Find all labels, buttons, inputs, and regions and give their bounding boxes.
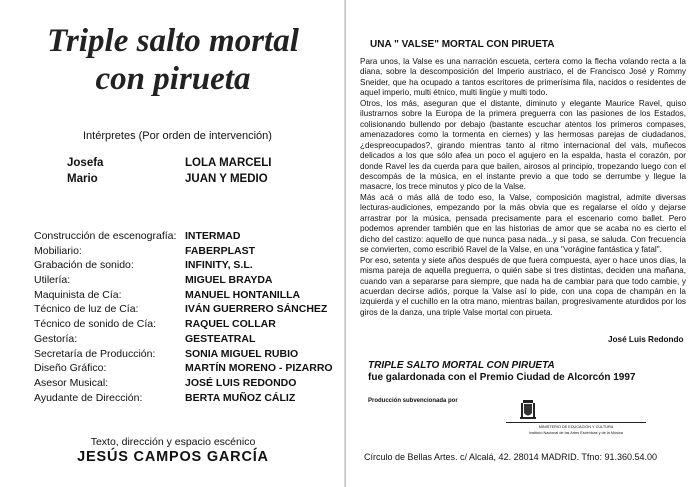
credit-name: MIGUEL BRAYDA [185,274,273,287]
credit-role: Diseño Gráfico: [34,362,107,375]
credit-name: BERTA MUÑOZ CÁLIZ [185,391,296,404]
credit-role: Técnico de luz de Cía: [34,303,139,316]
credit-name: INTERMAD [185,230,241,242]
credit-name: SONIA MIGUEL RUBIO [185,347,299,360]
ministry-name: MINISTERIO DE EDUCACIÓN Y CULTURA [538,425,614,429]
credit-role: Utilería: [34,274,71,287]
coat-of-arms-icon [518,400,538,422]
cast-actor: LOLA MARCELI [185,157,272,169]
award-title: TRIPLE SALTO MORTAL CON PIRUETA [368,360,555,371]
ministry-institute: Instituto Nacional de las Artes Escénicas y de la Música [529,431,623,435]
credit-role: Grabación de sonido: [34,259,134,272]
credit-role: Gestoría: [34,332,78,345]
left-page [0,0,346,487]
address: Círculo de Bellas Artes. c/ Alcalá, 42. 28014 MADRID. Tfno: 91.360.54.00 [364,452,657,462]
interpretes-label: Intérpretes (Por orden de intervención) [83,130,272,142]
credit-role: Secretaría de Producción: [34,347,156,360]
credit-name: MARTÍN MORENO - PIZARRO [185,362,333,375]
cast-actors [185,155,271,187]
award-text: fue galardonada con el Premio Ciudad de Alcorcón 1997 [368,372,636,383]
right-page [346,0,700,487]
play-title-line1: Triple salto mortal [47,23,299,59]
credit-role: Maquinista de Cía: [34,288,122,301]
credit-role: Técnico de sonido de Cía: [34,318,156,331]
article-paragraph: Otros, los más, aseguran que el distante, diminuto y elegante Maurice Ravel, quiso ilustrarnos sobre la Europa de la primera preguerra con las pasiones de los Estados, colisionando bullendo por debajo (bastante escuchar atentos los primeros compases, amenazadores como la tormenta en ciernes) y las hermosas parejas de ciudadanos, ¿despreocupados?, girando mientras tanto al ritmo internacional del vals, muñecos delicados a los que sólo afea un poco el agujero en la espalda, hasta el corazón, por donde Ravel les da cuerda para que bailen, airosos al principio, tropezando luego con el descompás de la música, en el instante previo a que todo se derrumbe y llegue la masacre, los trece minutos y pico de la Valse. [360,98,686,192]
director-name: JESÚS CAMPOS GARCÍA [77,449,269,465]
article-body [360,57,686,318]
article-paragraph: Por eso, setenta y siete años después de que fuera compuesta, ayer o hace unos días, la misma pareja de aquella preguerra, o quién sabe si tres distintas, deciden una mañana, cuando van a separarse para siempre, que nada ha de cambiar para que todo cambie, y acuerdan decirse adiós, porque la Valse así lo pide, con una copa de champán en la izquierda y el cuchillo en la otra mano, mientras bailan, progresivamente aturdidos por los giros de la danza, una triple Valse mortal con pirueta. [360,255,686,317]
cast-role: Mario [67,173,98,185]
credit-name: JOSÉ LUIS REDONDO [185,376,297,389]
credit-name: FABERPLAST [185,244,256,257]
credits-roles [34,229,176,405]
credit-name: INFINITY, S.L. [185,259,253,272]
credit-name: GESTEATRAL [185,332,256,345]
credit-role: Ayudante de Dirección: [34,391,143,404]
article-paragraph: Más acá o más allá de todo eso, la Valse, composición magistral, admite diversas lecturas-audiciones, empezando por la más obvia que es regalarse el oído y dejarse arrastrar por la música, pensada precisamente para el escenario como ballet. Pero podemos aprender también que en las historias de amor que se acaba no es cierto el dicho del castizo: aquello de que nunca pasa nada...y si pasa, se saluda. Con frecuencia se convierten, como escribió Ravel de la Valse, en una "vorágine fantástica y fatal". [360,192,686,255]
cast-actor: JUAN Y MEDIO [185,173,268,185]
credit-name: MANUEL HONTANILLA [185,288,301,301]
credit-name: IVÁN GUERRERO SÁNCHEZ [185,303,328,316]
credit-role: Construcción de escenografía: [34,230,177,242]
ministry-logo [506,422,646,441]
article-signature: José Luis Redondo [608,335,684,344]
credits-names [185,229,333,405]
cast-roles [67,155,103,187]
play-title-line2: con pirueta [95,61,251,97]
article-heading: UNA " VALSE" MORTAL CON PIRUETA [370,39,555,50]
credit-role: Mobiliario: [34,244,82,257]
cast-role: Josefa [67,157,104,169]
director-label: Texto, dirección y espacio escénico [90,436,256,448]
credit-name: RAQUEL COLLAR [185,318,276,331]
credit-role: Asesor Musical: [34,376,109,389]
subvencion-label: Producción subvencionada por [368,398,458,404]
article-paragraph: Para unos, la Valse es una narración escueta, certera como la flecha volando recta a la diana, sobre la descomposición del Imperio austriaco, el de Francisco José y Rommy Sneider, que ha ocupado a tantos escritores de primerísima fila, nacidos o residentes de aquel imperio, multi étnico, multi lingüe y multi todo. [360,57,686,98]
